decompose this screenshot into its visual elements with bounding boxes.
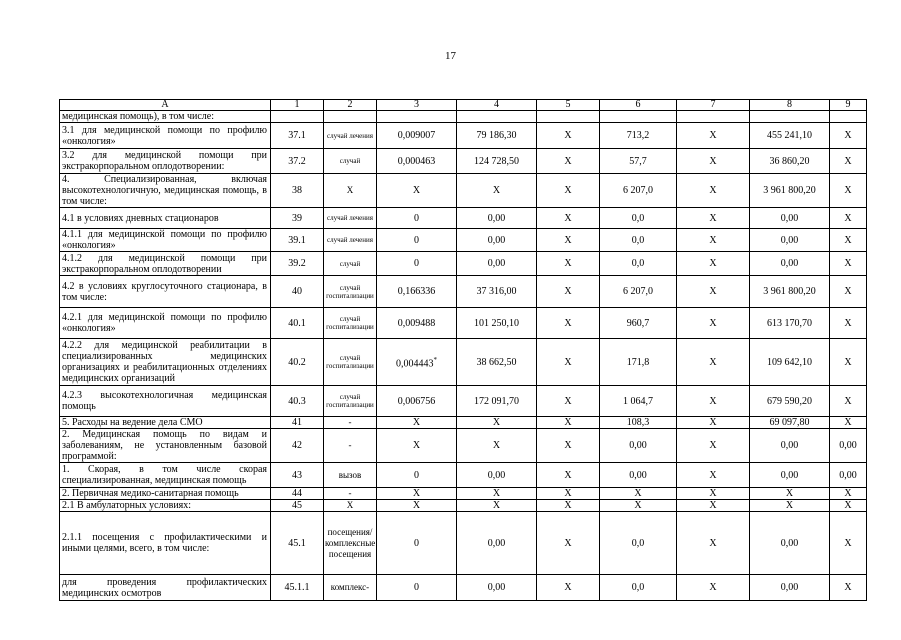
row-name: для проведения профилактических медицинских осмотров — [60, 575, 271, 601]
page-number: 17 — [445, 50, 456, 62]
cell-col7: X — [677, 276, 750, 308]
cell-col5: X — [537, 488, 600, 500]
cell-col7: X — [677, 308, 750, 339]
row-code: 45.1.1 — [271, 575, 324, 601]
cell-col8: X — [750, 500, 830, 512]
row-name: 4.1.2 для медицинской помощи при экстракорпоральном оплодотворении — [60, 252, 271, 276]
cell-col3: 0 — [377, 512, 457, 575]
row-code: 43 — [271, 463, 324, 488]
row-unit — [324, 111, 377, 123]
cell-col8: 0,00 — [750, 229, 830, 252]
cell-col5: X — [537, 429, 600, 463]
row-code: 44 — [271, 488, 324, 500]
row-code: 40 — [271, 276, 324, 308]
cell-col7: X — [677, 463, 750, 488]
cell-col7: X — [677, 417, 750, 429]
cell-col5: X — [537, 149, 600, 174]
row-unit: X — [324, 174, 377, 208]
cell-col6: 0,0 — [600, 575, 677, 601]
table-row — [60, 575, 867, 601]
row-unit: вызов — [324, 463, 377, 488]
cell-col4: X — [457, 488, 537, 500]
cell-col6: 960,7 — [600, 308, 677, 339]
cell-col8: 0,00 — [750, 429, 830, 463]
header-cell: А — [60, 100, 271, 111]
row-code: 42 — [271, 429, 324, 463]
cell-col3: 0,006756 — [377, 386, 457, 417]
table-row — [60, 429, 867, 463]
cell-col9: X — [830, 417, 867, 429]
cell-col5: X — [537, 174, 600, 208]
cell-col8: 109 642,10 — [750, 339, 830, 386]
cell-col8: 69 097,80 — [750, 417, 830, 429]
cell-col9: X — [830, 512, 867, 575]
cell-col9: X — [830, 174, 867, 208]
cell-col7: X — [677, 123, 750, 149]
cell-col6: 0,00 — [600, 429, 677, 463]
cell-col5: X — [537, 575, 600, 601]
cell-col8: 0,00 — [750, 575, 830, 601]
row-code: 40.1 — [271, 308, 324, 339]
table-row — [60, 149, 867, 174]
cell-col8: X — [750, 488, 830, 500]
cell-col4: 0,00 — [457, 575, 537, 601]
cell-col4: 124 728,50 — [457, 149, 537, 174]
row-code: 37.2 — [271, 149, 324, 174]
row-unit: случай госпитализации — [324, 276, 377, 308]
cell-col6: 6 207,0 — [600, 174, 677, 208]
cell-col5: X — [537, 386, 600, 417]
cell-col4: 172 091,70 — [457, 386, 537, 417]
cell-col4: 38 662,50 — [457, 339, 537, 386]
header-row — [60, 100, 867, 111]
cell-col5: X — [537, 463, 600, 488]
header-cell: 6 — [600, 100, 677, 111]
cell-col3: X — [377, 429, 457, 463]
cell-col5: X — [537, 308, 600, 339]
row-name: 3.2 для медицинской помощи при экстракорпоральном оплодотворении: — [60, 149, 271, 174]
cell-col7: X — [677, 174, 750, 208]
header-cell: 1 — [271, 100, 324, 111]
row-name: медицинская помощь), в том числе: — [60, 111, 271, 123]
table-row — [60, 252, 867, 276]
table-row — [60, 386, 867, 417]
row-unit: X — [324, 500, 377, 512]
cell-col9: X — [830, 308, 867, 339]
row-code: 39.1 — [271, 229, 324, 252]
cell-col8: 0,00 — [750, 208, 830, 229]
cell-col3 — [377, 339, 457, 386]
table-row — [60, 308, 867, 339]
row-name: 4. Специализированная, включая высокотехнологичную, медицинская помощь, в том числе: — [60, 174, 271, 208]
row-code: 40.2 — [271, 339, 324, 386]
cell-col8: 679 590,20 — [750, 386, 830, 417]
row-unit: случай госпитализации — [324, 308, 377, 339]
cell-col5: X — [537, 512, 600, 575]
row-unit: случай — [324, 252, 377, 276]
table-row — [60, 229, 867, 252]
cell-col9: X — [830, 208, 867, 229]
cell-col4: 79 186,30 — [457, 123, 537, 149]
row-unit: комплекс- — [324, 575, 377, 601]
cell-col9 — [830, 111, 867, 123]
cell-col5: X — [537, 123, 600, 149]
cell-col9: X — [830, 149, 867, 174]
cell-col9: X — [830, 500, 867, 512]
cell-col3: 0,000463 — [377, 149, 457, 174]
table-row — [60, 111, 867, 123]
cell-col3: 0 — [377, 208, 457, 229]
cell-col6 — [600, 111, 677, 123]
cell-col6: 0,0 — [600, 252, 677, 276]
cell-col4: 101 250,10 — [457, 308, 537, 339]
cell-col5 — [537, 111, 600, 123]
row-name: 4.1 в условиях дневных стационаров — [60, 208, 271, 229]
cell-col3: X — [377, 417, 457, 429]
cell-col4: 0,00 — [457, 512, 537, 575]
row-unit: посещения/комплексные посещения — [324, 512, 377, 575]
cell-col7 — [677, 111, 750, 123]
cell-col6: X — [600, 488, 677, 500]
header-cell: 4 — [457, 100, 537, 111]
table-row — [60, 339, 867, 386]
row-unit: случай лечения — [324, 229, 377, 252]
row-name: 4.2.3 высокотехнологичная медицинская помощь — [60, 386, 271, 417]
cell-col4: 37 316,00 — [457, 276, 537, 308]
row-unit: случай госпитализации — [324, 339, 377, 386]
cell-col6: X — [600, 500, 677, 512]
cell-col8 — [750, 111, 830, 123]
data-table — [59, 99, 867, 601]
row-unit: - — [324, 488, 377, 500]
cell-col6: 6 207,0 — [600, 276, 677, 308]
row-code: 39 — [271, 208, 324, 229]
table-row — [60, 463, 867, 488]
table-row — [60, 417, 867, 429]
cell-col3: 0,009488 — [377, 308, 457, 339]
row-code: 39.2 — [271, 252, 324, 276]
cell-col7: X — [677, 208, 750, 229]
cell-col4 — [457, 111, 537, 123]
cell-col8: 0,00 — [750, 512, 830, 575]
row-unit: - — [324, 417, 377, 429]
cell-col7: X — [677, 429, 750, 463]
row-name: 4.2 в условиях круглосуточного стационара, в том числе: — [60, 276, 271, 308]
cell-col8: 0,00 — [750, 252, 830, 276]
cell-col9: X — [830, 488, 867, 500]
cell-col9: 0,00 — [830, 463, 867, 488]
cell-col7: X — [677, 512, 750, 575]
table-row — [60, 488, 867, 500]
cell-col6: 57,7 — [600, 149, 677, 174]
cell-col5: X — [537, 252, 600, 276]
cell-col4: X — [457, 500, 537, 512]
cell-col3: X — [377, 174, 457, 208]
cell-col3: 0 — [377, 575, 457, 601]
cell-col8: 3 961 800,20 — [750, 174, 830, 208]
table-row — [60, 208, 867, 229]
row-name: 3.1 для медицинской помощи по профилю «онкология» — [60, 123, 271, 149]
cell-col6: 0,0 — [600, 208, 677, 229]
header-cell: 3 — [377, 100, 457, 111]
cell-col8: 36 860,20 — [750, 149, 830, 174]
cell-col4: 0,00 — [457, 463, 537, 488]
cell-col4: X — [457, 417, 537, 429]
row-unit: случай госпитализации — [324, 386, 377, 417]
cell-col5: X — [537, 229, 600, 252]
cell-col4: 0,00 — [457, 208, 537, 229]
row-unit: случай — [324, 149, 377, 174]
cell-col4: 0,00 — [457, 252, 537, 276]
cell-col5: X — [537, 417, 600, 429]
footnote-mark: * — [433, 355, 437, 364]
cell-col5: X — [537, 276, 600, 308]
header-cell: 5 — [537, 100, 600, 111]
cell-col8: 455 241,10 — [750, 123, 830, 149]
table-row — [60, 500, 867, 512]
cell-col7: X — [677, 575, 750, 601]
cell-col5: X — [537, 208, 600, 229]
cell-col7: X — [677, 252, 750, 276]
header-cell: 8 — [750, 100, 830, 111]
cell-col7: X — [677, 229, 750, 252]
cell-col9: X — [830, 123, 867, 149]
cell-col6: 171,8 — [600, 339, 677, 386]
row-name: 1. Скорая, в том числе скорая специализированная, медицинская помощь — [60, 463, 271, 488]
row-code: 38 — [271, 174, 324, 208]
cell-col3: 0,009007 — [377, 123, 457, 149]
cell-col7: X — [677, 500, 750, 512]
table-row — [60, 174, 867, 208]
cell-col6: 713,2 — [600, 123, 677, 149]
cell-col8: 0,00 — [750, 463, 830, 488]
row-name: 4.2.1 для медицинской помощи по профилю «онкология» — [60, 308, 271, 339]
cell-col8: 613 170,70 — [750, 308, 830, 339]
row-name: 4.1.1 для медицинской помощи по профилю «онкология» — [60, 229, 271, 252]
cell-col9: 0,00 — [830, 429, 867, 463]
cell-col9: X — [830, 252, 867, 276]
row-name: 4.2.2 для медицинской реабилитации в специализированных медицинских организациях и реабилитационных отделениях медицинских организаций — [60, 339, 271, 386]
cell-col3: 0 — [377, 463, 457, 488]
table-row — [60, 512, 867, 575]
row-name: 5. Расходы на ведение дела СМО — [60, 417, 271, 429]
cell-col7: X — [677, 386, 750, 417]
row-code: 40.3 — [271, 386, 324, 417]
header-cell: 7 — [677, 100, 750, 111]
cell-col4: 0,00 — [457, 229, 537, 252]
header-cell: 9 — [830, 100, 867, 111]
cell-col3: X — [377, 488, 457, 500]
row-code: 37.1 — [271, 123, 324, 149]
cell-col9: X — [830, 339, 867, 386]
cell-col3: 0 — [377, 252, 457, 276]
cell-col4: X — [457, 429, 537, 463]
cell-col6: 0,0 — [600, 229, 677, 252]
row-name: 2.1 В амбулаторных условиях: — [60, 500, 271, 512]
row-code: 45.1 — [271, 512, 324, 575]
cell-col3: 0 — [377, 229, 457, 252]
cell-col7: X — [677, 149, 750, 174]
cell-col8: 3 961 800,20 — [750, 276, 830, 308]
row-name: 2. Первичная медико-санитарная помощь — [60, 488, 271, 500]
cell-col9: X — [830, 229, 867, 252]
row-code — [271, 111, 324, 123]
cell-col9: X — [830, 575, 867, 601]
cell-col3 — [377, 111, 457, 123]
cell-col3-value: 0,004443 — [396, 358, 434, 370]
cell-col7: X — [677, 339, 750, 386]
table-row — [60, 123, 867, 149]
row-unit: случай лечения — [324, 123, 377, 149]
cell-col5: X — [537, 500, 600, 512]
cell-col6: 0,0 — [600, 512, 677, 575]
row-code: 41 — [271, 417, 324, 429]
row-name: 2. Медицинская помощь по видам и заболеваниям, не установленным базовой программой: — [60, 429, 271, 463]
row-unit: - — [324, 429, 377, 463]
header-cell: 2 — [324, 100, 377, 111]
row-name: 2.1.1 посещения с профилактическими и иными целями, всего, в том числе: — [60, 512, 271, 575]
cell-col6: 108,3 — [600, 417, 677, 429]
cell-col7: X — [677, 488, 750, 500]
cell-col3: 0,166336 — [377, 276, 457, 308]
cell-col9: X — [830, 276, 867, 308]
cell-col9: X — [830, 386, 867, 417]
cell-col3: X — [377, 500, 457, 512]
table-row — [60, 276, 867, 308]
row-code: 45 — [271, 500, 324, 512]
cell-col6: 0,00 — [600, 463, 677, 488]
row-unit: случай лечения — [324, 208, 377, 229]
cell-col5: X — [537, 339, 600, 386]
cell-col6: 1 064,7 — [600, 386, 677, 417]
cell-col4: X — [457, 174, 537, 208]
